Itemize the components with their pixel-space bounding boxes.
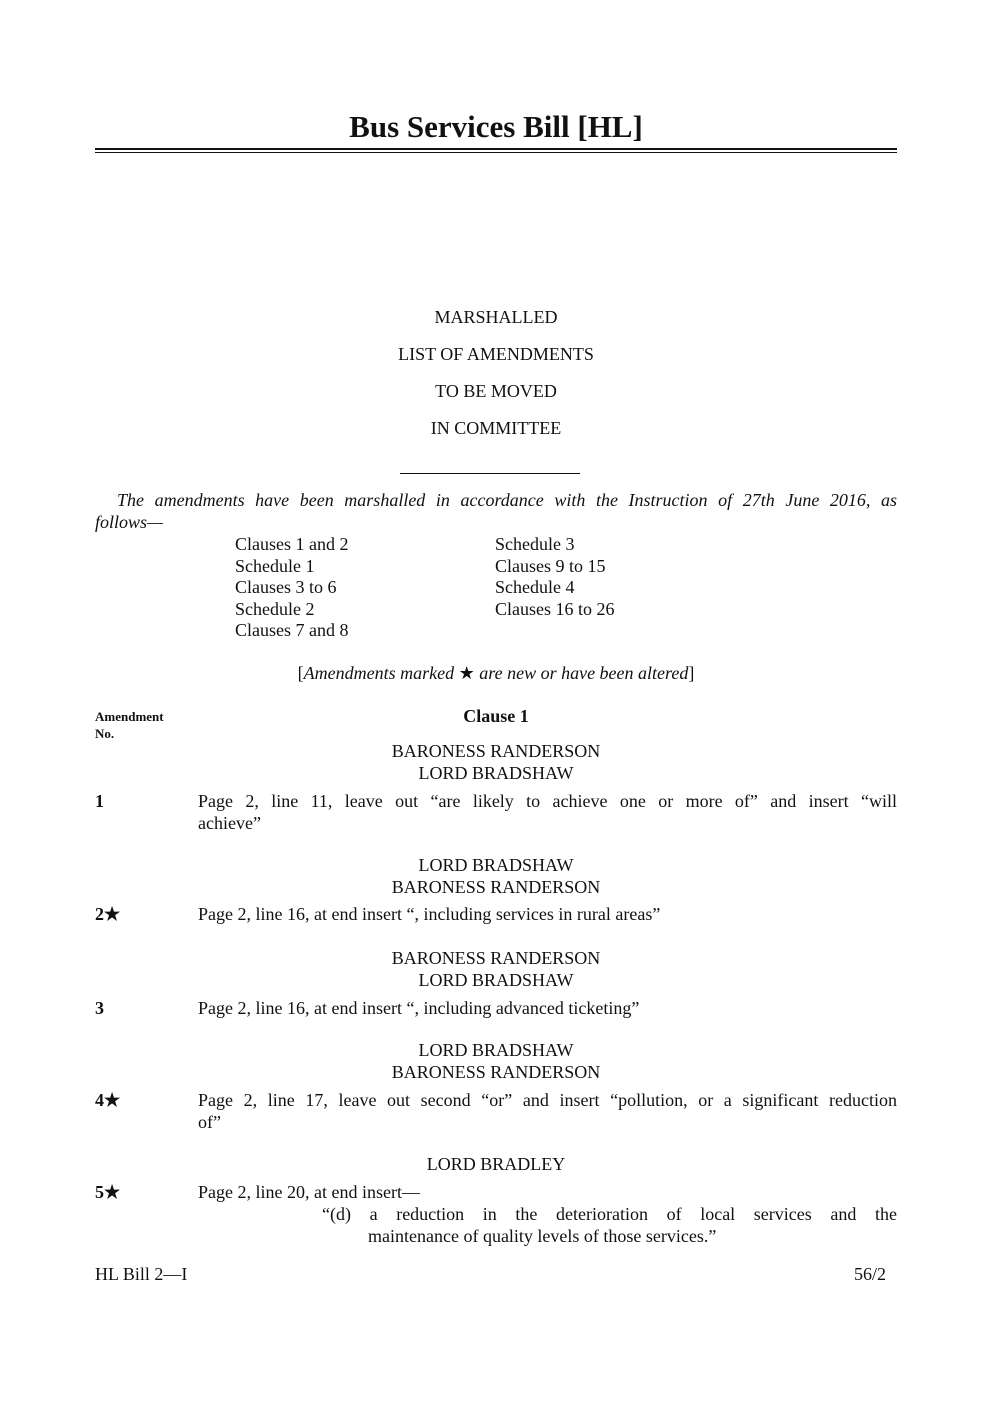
amendment-text: Page 2, line 20, at end insert— (198, 1182, 420, 1202)
order-item: Schedule 4 (495, 577, 575, 597)
amendment-number: 3 (95, 998, 104, 1018)
sponsor-name: LORD BRADSHAW (418, 970, 574, 990)
amendment-number: 4★ (95, 1090, 121, 1110)
sponsor-name: BARONESS RANDERSON (391, 877, 601, 897)
amendment-text: Page 2, line 11, leave out “are likely to achieve one or more of” and insert “will (198, 791, 897, 811)
divider (400, 473, 580, 474)
star-icon: ★ (458, 663, 475, 683)
amendment-text: “(d) a reduction in the deterioration of local services and the (322, 1204, 897, 1224)
amendment-number: 2★ (95, 904, 121, 924)
footer-page-ref: 56/2 (853, 1264, 886, 1284)
amendment-text: of” (198, 1112, 221, 1132)
note-text: are new or have been altered (474, 663, 689, 683)
amendment-text: maintenance of quality levels of those services.” (368, 1226, 717, 1246)
amendments-note (95, 662, 897, 684)
amendment-text: Page 2, line 16, at end insert “, including services in rural areas” (198, 904, 661, 924)
heading-line: LIST OF AMENDMENTS (398, 344, 594, 364)
order-item: Clauses 9 to 15 (495, 556, 606, 576)
amendment-no-header: No. (95, 726, 115, 741)
amendment-no-header: Amendment (95, 709, 164, 724)
amendment-number: 5★ (95, 1182, 121, 1202)
amendment-text: Page 2, line 16, at end insert “, including advanced ticketing” (198, 998, 640, 1018)
note-text: Amendments marked (303, 663, 459, 683)
sponsor-name: LORD BRADSHAW (418, 763, 574, 783)
order-item: Clauses 16 to 26 (495, 599, 615, 619)
sponsor-name: BARONESS RANDERSON (391, 948, 601, 968)
intro-text: The amendments have been marshalled in accordance with the Instruction of 27th June 2016, as (117, 490, 897, 510)
bracket: ] (688, 663, 695, 683)
order-item: Clauses 3 to 6 (235, 577, 337, 597)
amendment-number: 1 (95, 791, 104, 811)
sponsor-name: BARONESS RANDERSON (391, 741, 601, 761)
document-title: Bus Services Bill [HL] (349, 109, 643, 144)
intro-text-cont: follows— (95, 512, 164, 532)
sponsor-name: LORD BRADLEY (426, 1154, 566, 1174)
order-item: Clauses 1 and 2 (235, 534, 349, 554)
sponsor-name: BARONESS RANDERSON (391, 1062, 601, 1082)
heading-line: MARSHALLED (434, 307, 558, 327)
sponsor-name: LORD BRADSHAW (418, 1040, 574, 1060)
title-rule (95, 148, 897, 150)
order-item: Schedule 2 (235, 599, 315, 619)
heading-line: TO BE MOVED (435, 381, 557, 401)
amendment-text: Page 2, line 17, leave out second “or” and insert “pollution, or a significant reduction (198, 1090, 897, 1110)
order-item: Clauses 7 and 8 (235, 620, 349, 640)
footer-bill-ref: HL Bill 2—I (95, 1264, 188, 1284)
clause-heading: Clause 1 (463, 706, 529, 726)
order-item: Schedule 1 (235, 556, 315, 576)
sponsor-name: LORD BRADSHAW (418, 855, 574, 875)
amendment-text: achieve” (198, 813, 261, 833)
heading-line: IN COMMITTEE (430, 418, 562, 438)
bracket: [ (297, 663, 304, 683)
title-rule-thin (95, 152, 897, 153)
order-item: Schedule 3 (495, 534, 575, 554)
